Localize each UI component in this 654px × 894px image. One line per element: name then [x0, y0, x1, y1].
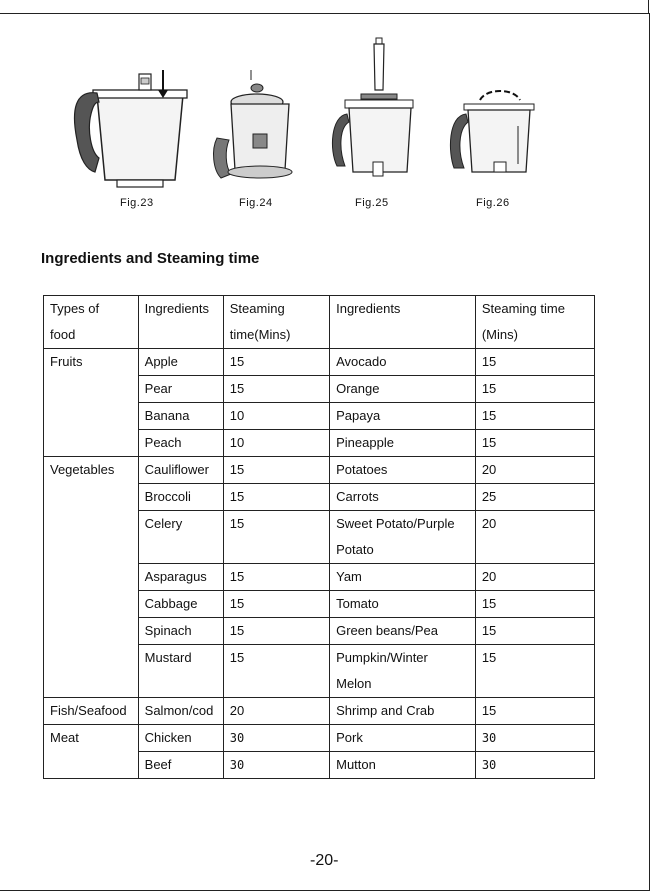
time-cell: 15	[223, 645, 329, 698]
ingredient-cell: Peach	[138, 430, 223, 457]
jar-blade-illustration	[325, 30, 425, 190]
ingredient-cell: Celery	[138, 511, 223, 564]
table-row	[44, 349, 595, 376]
group-fish-seafood: Fish/Seafood	[44, 698, 139, 725]
header-types-line2: food	[50, 327, 76, 342]
figure-24-label: Fig.24	[239, 197, 273, 209]
ingredient-cell: Green beans/Pea	[330, 618, 476, 645]
header-steaming-time-1	[223, 296, 329, 349]
header-ingredients-1: Ingredients	[138, 296, 223, 349]
time-cell: 20	[475, 457, 594, 484]
figure-26	[440, 30, 540, 220]
page-corner-mark	[648, 0, 649, 14]
figure-23-label: Fig.23	[120, 197, 154, 209]
figure-row	[55, 30, 615, 220]
time-cell: 15	[475, 698, 594, 725]
time-cell: 15	[475, 349, 594, 376]
ingredient-cell: Potatoes	[330, 457, 476, 484]
ingredient-cell	[330, 645, 476, 698]
time-cell: 30	[475, 752, 594, 779]
time-cell: 15	[475, 430, 594, 457]
header-types-of-food	[44, 296, 139, 349]
ingredient-cell: Mutton	[330, 752, 476, 779]
time-cell: 25	[475, 484, 594, 511]
time-cell: 30	[223, 725, 329, 752]
time-cell: 15	[475, 618, 594, 645]
group-meat: Meat	[44, 725, 139, 779]
ingredient-cell: Spinach	[138, 618, 223, 645]
ingredient-line1: Pumpkin/Winter	[336, 650, 428, 665]
ingredient-cell: Yam	[330, 564, 476, 591]
ingredient-line2: Melon	[336, 676, 372, 691]
figure-25-label: Fig.25	[355, 197, 389, 209]
section-title: Ingredients and Steaming time	[41, 250, 260, 267]
page-number: -20-	[310, 852, 339, 869]
ingredient-cell: Pear	[138, 376, 223, 403]
ingredient-cell: Avocado	[330, 349, 476, 376]
time-cell: 15	[223, 564, 329, 591]
header-steaming-time-2	[475, 296, 594, 349]
ingredient-cell: Broccoli	[138, 484, 223, 511]
figure-24	[205, 30, 305, 220]
ingredient-cell: Pork	[330, 725, 476, 752]
ingredient-cell: Apple	[138, 349, 223, 376]
time-cell: 15	[223, 376, 329, 403]
time-cell: 15	[223, 511, 329, 564]
time-cell: 20	[223, 698, 329, 725]
ingredient-line2: Potato	[336, 542, 374, 557]
ingredient-cell: Chicken	[138, 725, 223, 752]
time-cell: 10	[223, 403, 329, 430]
ingredient-cell: Cauliflower	[138, 457, 223, 484]
time-cell: 10	[223, 430, 329, 457]
time-cell: 15	[475, 645, 594, 698]
time-cell: 15	[223, 591, 329, 618]
ingredient-cell: Salmon/cod	[138, 698, 223, 725]
ingredient-cell: Shrimp and Crab	[330, 698, 476, 725]
header-time2-line2: (Mins)	[481, 327, 518, 342]
base-assembly-illustration	[205, 30, 305, 190]
ingredient-cell: Asparagus	[138, 564, 223, 591]
steaming-time-table	[43, 295, 595, 779]
time-cell: 15	[475, 591, 594, 618]
ingredient-cell: Banana	[138, 403, 223, 430]
header-time1-line1: Steaming	[229, 301, 285, 316]
ingredient-cell: Carrots	[330, 484, 476, 511]
header-types-line1: Types of	[50, 301, 100, 316]
table-row	[44, 725, 595, 752]
ingredient-cell: Mustard	[138, 645, 223, 698]
ingredient-cell: Beef	[138, 752, 223, 779]
ingredient-cell: Pineapple	[330, 430, 476, 457]
time-cell: 15	[223, 484, 329, 511]
ingredient-cell	[330, 511, 476, 564]
time-cell: 15	[475, 403, 594, 430]
time-cell: 15	[223, 457, 329, 484]
figure-23	[65, 30, 195, 220]
ingredient-cell: Papaya	[330, 403, 476, 430]
time-cell: 20	[475, 564, 594, 591]
time-cell: 30	[223, 752, 329, 779]
header-ingredients-2: Ingredients	[330, 296, 476, 349]
jar-rotate-illustration	[440, 30, 540, 190]
table-header-row	[44, 296, 595, 349]
table-row	[44, 457, 595, 484]
ingredient-cell: Cabbage	[138, 591, 223, 618]
figure-25	[325, 30, 425, 220]
table-row	[44, 698, 595, 725]
header-time2-line1: Steaming time	[481, 301, 565, 316]
time-cell: 15	[223, 349, 329, 376]
ingredient-line1: Sweet Potato/Purple	[336, 516, 455, 531]
jar-lid-insert-illustration	[65, 30, 195, 190]
ingredient-cell: Tomato	[330, 591, 476, 618]
group-fruits: Fruits	[44, 349, 139, 457]
ingredient-cell: Orange	[330, 376, 476, 403]
time-cell: 15	[223, 618, 329, 645]
figure-26-label: Fig.26	[476, 197, 510, 209]
time-cell: 30	[475, 725, 594, 752]
time-cell: 20	[475, 511, 594, 564]
time-cell: 15	[475, 376, 594, 403]
header-time1-line2: time(Mins)	[229, 327, 291, 342]
group-vegetables: Vegetables	[44, 457, 139, 698]
